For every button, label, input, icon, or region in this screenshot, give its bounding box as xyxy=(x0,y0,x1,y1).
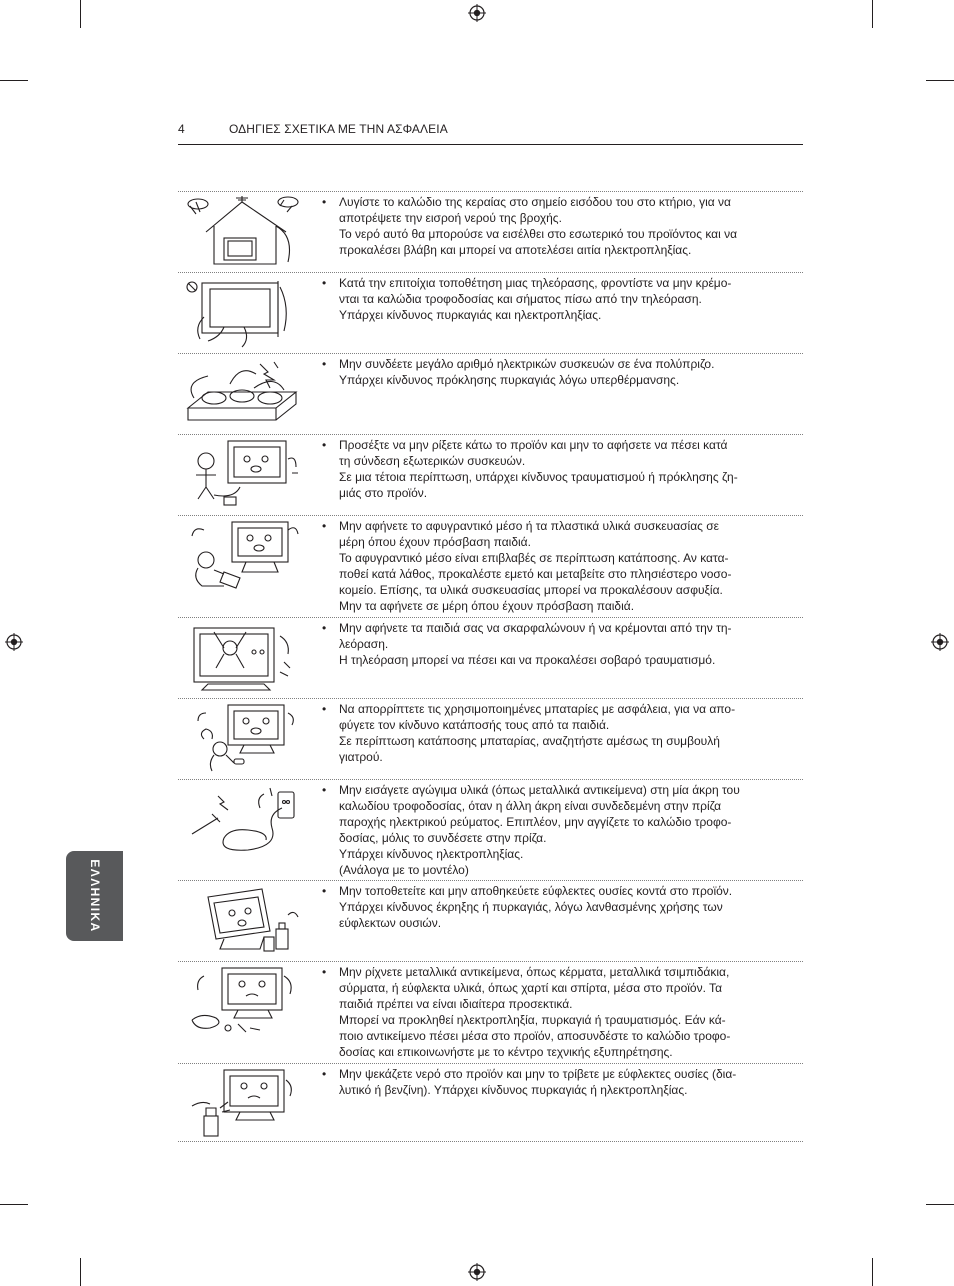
metal-objects-illustration xyxy=(184,966,302,1038)
wall-mount-cables-illustration xyxy=(184,277,302,349)
safety-item xyxy=(178,191,803,272)
crop-mark xyxy=(926,1204,954,1205)
safety-item-text: Μην εισάγετε αγώγιμα υλικά (όπως μεταλλικά αντικείμενα) στη μία άκρη του καλωδίου τροφοδοσίας, όταν η άλλη άκρη είναι συνδεδεμένη στην πρίζα παροχής ηλεκτρικού ρεύματος. Επιπλέον, μην αγγίζετε το καλώδιο τροφο- δοσίας, μόλις το συνδέσετε στην πρίζα. Υπάρχει κίνδυνος ηλεκτροπληξίας. (Ανάλογα με το μοντέλο) xyxy=(339,783,740,877)
bullet: • xyxy=(322,965,327,979)
language-tab xyxy=(66,851,123,941)
safety-list xyxy=(178,191,803,1142)
safety-item xyxy=(178,617,803,698)
bullet: • xyxy=(322,621,327,635)
crop-mark xyxy=(80,0,81,28)
crop-mark xyxy=(0,1204,28,1205)
safety-item xyxy=(178,779,803,880)
safety-text xyxy=(316,702,786,766)
safety-text xyxy=(316,438,786,502)
bullet: • xyxy=(322,276,327,290)
bullet: • xyxy=(322,195,327,209)
flammable-substances-illustration xyxy=(184,885,302,957)
safety-item-text: Προσέξτε να μην ρίξετε κάτω το προϊόν και μην το αφήσετε να πέσει κατά τη σύνδεση εξωτερικών συσκευών. Σε μια τέτοια περίπτωση, υπάρχει κίνδυνος τραυματισμού ή πρόκλησης ζη- μιάς στο προϊόν. xyxy=(339,438,738,500)
safety-text xyxy=(316,276,786,324)
crop-mark xyxy=(872,1258,873,1286)
safety-item xyxy=(178,434,803,515)
safety-text xyxy=(316,621,786,669)
safety-text xyxy=(316,1067,786,1099)
registration-mark-icon xyxy=(468,1263,486,1281)
bullet: • xyxy=(322,519,327,533)
safety-item xyxy=(178,961,803,1063)
child-packaging-illustration xyxy=(184,520,302,592)
water-spray-illustration xyxy=(184,1068,302,1140)
safety-item-text: Μην αφήνετε το αφυγραντικό μέσο ή τα πλαστικά υλικά συσκευασίας σε μέρη όπου έχουν πρόσβαση παιδιά. Το αφυγραντικό μέσο είναι επιβλαβές σε περίπτωση κατάποσης. Αν κατα- ποθεί κατά λάθος, προκαλέστε εμετό και μεταβείτε στο πλησιέστερο νοσο- κομείο. Επίσης, τα υλικά συσκευασίας μπορεί να προκαλέσουν ασφυξία. Μην τα αφήνετε σε μέρη όπου έχουν πρόσβαση παιδιά. xyxy=(339,519,732,613)
bullet: • xyxy=(322,884,327,898)
safety-item-text: Μην συνδέετε μεγάλο αριθμό ηλεκτρικών συσκευών σε ένα πολύπριζο. Υπάρχει κίνδυνος πρόκλησης πυρκαγιάς λόγω υπερθέρμανσης. xyxy=(339,357,715,387)
power-cord-metal-illustration xyxy=(184,784,302,856)
safety-text xyxy=(316,519,786,614)
registration-mark-icon xyxy=(5,633,23,651)
safety-item xyxy=(178,353,803,434)
page-number: 4 xyxy=(178,122,185,136)
bullet: • xyxy=(322,357,327,371)
safety-item xyxy=(178,515,803,617)
safety-text xyxy=(316,195,786,259)
crop-mark xyxy=(0,80,28,81)
safety-item-text: Να απορρίπτετε τις χρησιμοποιημένες μπαταρίες με ασφάλεια, για να απο- φύγετε τον κίνδυνο κατάποσής τους από τα παιδιά. Σε περίπτωση κατάποσης μπαταρίας, αναζητήστε αμέσως τη συμβουλή γιατρού. xyxy=(339,702,736,764)
safety-item-text: Κατά την επιτοίχια τοποθέτηση μιας τηλεόρασης, φροντίστε να μην κρέμο- νται τα καλώδια τροφοδοσίας και σήματος πίσω από την τηλεόραση. Υπάρχει κίνδυνος πυρκαγιάς και ηλεκτροπληξίας. xyxy=(339,276,732,322)
bullet: • xyxy=(322,702,327,716)
crop-mark xyxy=(80,1258,81,1286)
page-header xyxy=(178,122,803,145)
registration-mark-icon xyxy=(931,633,949,651)
bullet: • xyxy=(322,1067,327,1081)
bullet: • xyxy=(322,783,327,797)
safety-text xyxy=(316,965,786,1060)
safety-text xyxy=(316,884,786,932)
safety-item-text: Μην ψεκάζετε νερό στο προϊόν και μην το τρίβετε με εύφλεκτες ουσίες (δια- λυτικό ή βενζίνη). Υπάρχει κίνδυνος πυρκαγιάς ή ηλεκτροπληξίας. xyxy=(339,1067,737,1097)
battery-child-illustration xyxy=(184,703,302,775)
safety-item-text: Μην αφήνετε τα παιδιά σας να σκαρφαλώνουν ή να κρέμονται από την τη- λεόραση. Η τηλεόραση μπορεί να πέσει και να προκαλέσει σοβαρό τραυματισμό. xyxy=(339,621,732,667)
falling-tv-illustration xyxy=(184,439,302,511)
child-climbing-tv-illustration xyxy=(184,622,302,694)
crop-mark xyxy=(872,0,873,28)
safety-item xyxy=(178,698,803,779)
registration-mark-icon xyxy=(468,4,486,22)
language-tab-label: ΕΛΛΗΝΙΚΑ xyxy=(87,859,102,933)
safety-text xyxy=(316,783,786,878)
crop-mark xyxy=(926,80,954,81)
safety-item xyxy=(178,880,803,961)
bullet: • xyxy=(322,438,327,452)
safety-item xyxy=(178,1063,803,1142)
overloaded-power-strip-illustration xyxy=(184,358,302,430)
safety-item-text: Μην τοποθετείτε και μην αποθηκεύετε εύφλεκτες ουσίες κοντά στο προϊόν. Υπάρχει κίνδυνος έκρηξης ή πυρκαγιάς, λόγω λανθασμένης χρήσης των εύφλεκτων ουσιών. xyxy=(339,884,733,930)
safety-item-text: Λυγίστε το καλώδιο της κεραίας στο σημείο εισόδου του στο κτήριο, για να αποτρέψετε την εισροή νερού της βροχής. Το νερό αυτό θα μπορούσε να εισέλθει στο εσωτερικό του προϊόντος και να προκαλέσει βλάβη και μπορεί να αποτελέσει αιτία ηλεκτροπληξίας. xyxy=(339,195,738,257)
safety-text xyxy=(316,357,786,389)
antenna-house-illustration xyxy=(184,196,302,268)
section-title: ΟΔΗΓΙΕΣ ΣΧΕΤΙΚΑ ΜΕ ΤΗΝ ΑΣΦΑΛΕΙΑ xyxy=(229,122,448,136)
safety-item-text: Μην ρίχνετε μεταλλικά αντικείμενα, όπως κέρματα, μεταλλικά τσιμπιδάκια, σύρματα, ή εύφλεκτα υλικά, όπως χαρτί και σπίρτα, μέσα στο προϊόν. Τα παιδιά πρέπει να είναι ιδιαίτερα προσεκτικά. Μπορεί να προκληθεί ηλεκτροπληξία, πυρκαγιά ή τραυματισμός. Εάν κά- ποιο αντικείμενο πέσει μέσα στο προϊόν, αποσυνδέστε το καλώδιο τροφο- δοσίας και επικοινωνήστε με το κέντρο τεχνικής εξυπηρέτησης. xyxy=(339,965,731,1059)
safety-item xyxy=(178,272,803,353)
